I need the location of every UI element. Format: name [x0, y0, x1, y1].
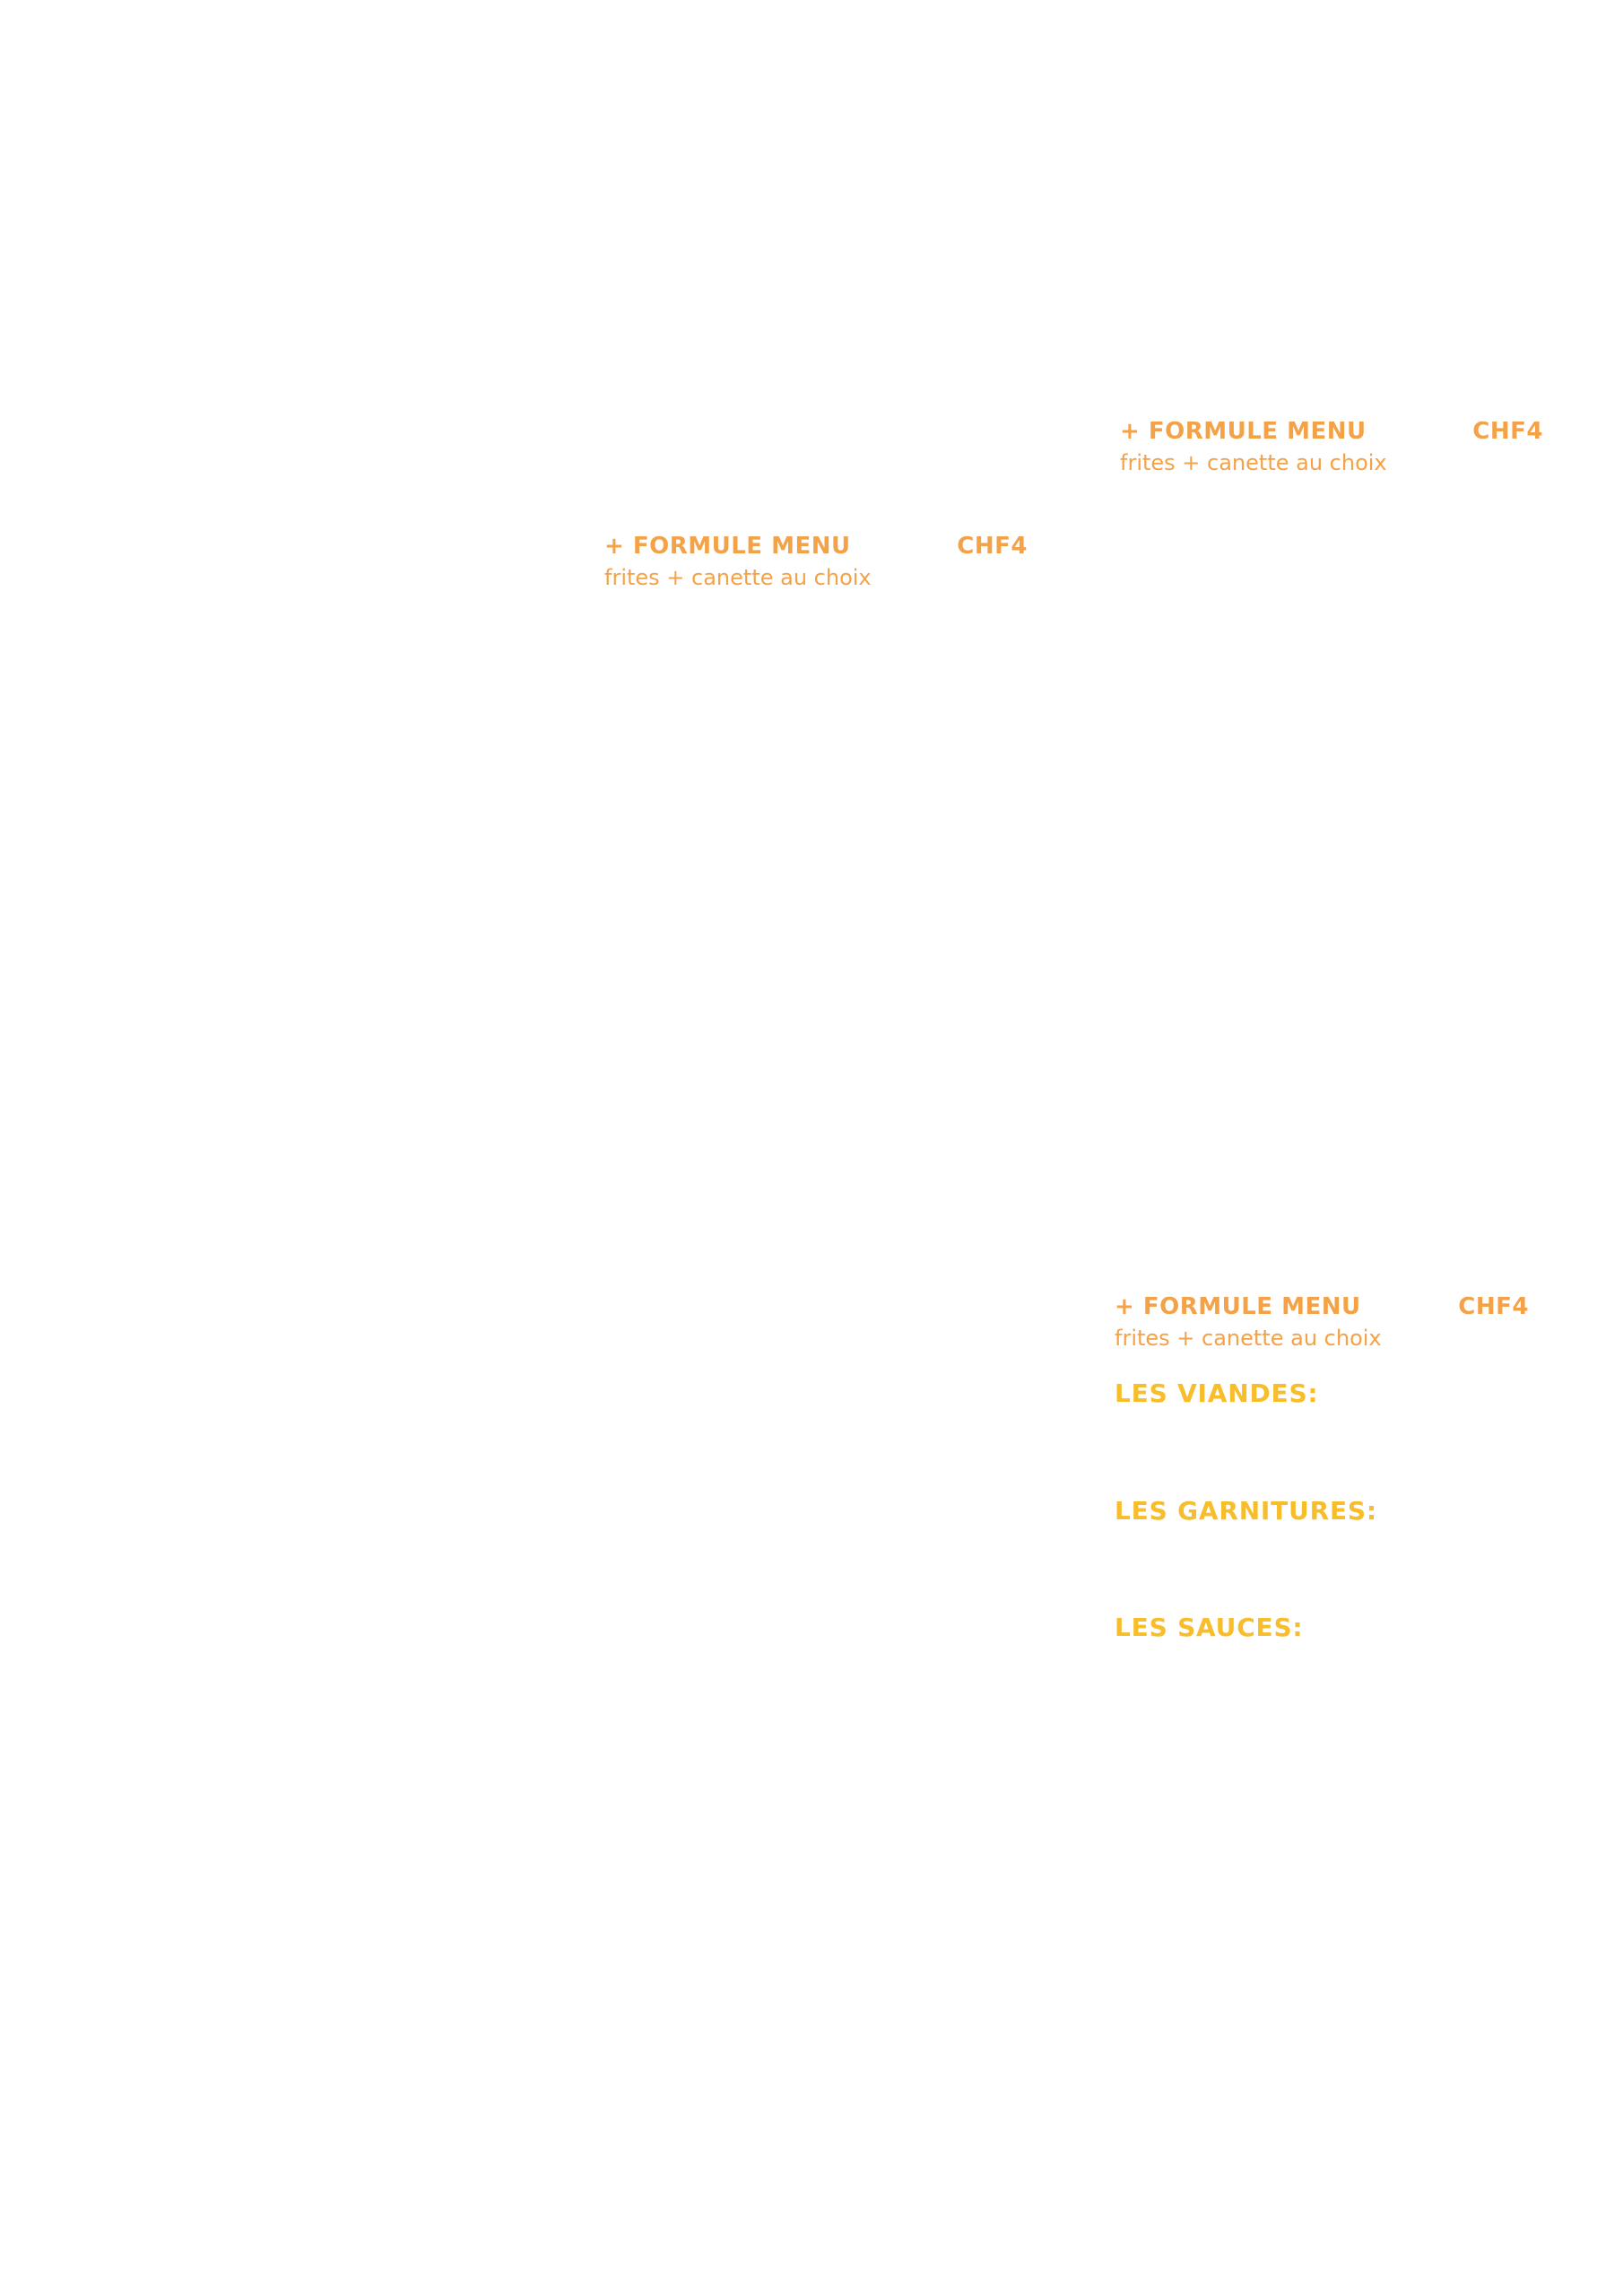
formula-menu-subtitle: frites + canette au choix	[1120, 450, 1387, 475]
formula-menu-subtitle: frites + canette au choix	[1115, 1326, 1382, 1351]
formula-menu-title: + FORMULE MENU	[1115, 1293, 1361, 1320]
formula-menu-title: + FORMULE MENU	[604, 533, 851, 560]
formula-menu-title: + FORMULE MENU	[1120, 418, 1367, 445]
section-heading-sauces: LES SAUCES:	[1115, 1613, 1304, 1642]
formula-menu-price: CHF4	[1472, 418, 1543, 445]
formula-menu-price: CHF4	[1458, 1293, 1529, 1320]
formula-menu-subtitle: frites + canette au choix	[604, 565, 872, 590]
formula-menu-price: CHF4	[957, 533, 1028, 560]
section-heading-viandes: LES VIANDES:	[1115, 1378, 1319, 1408]
section-heading-garnitures: LES GARNITURES:	[1115, 1496, 1377, 1526]
